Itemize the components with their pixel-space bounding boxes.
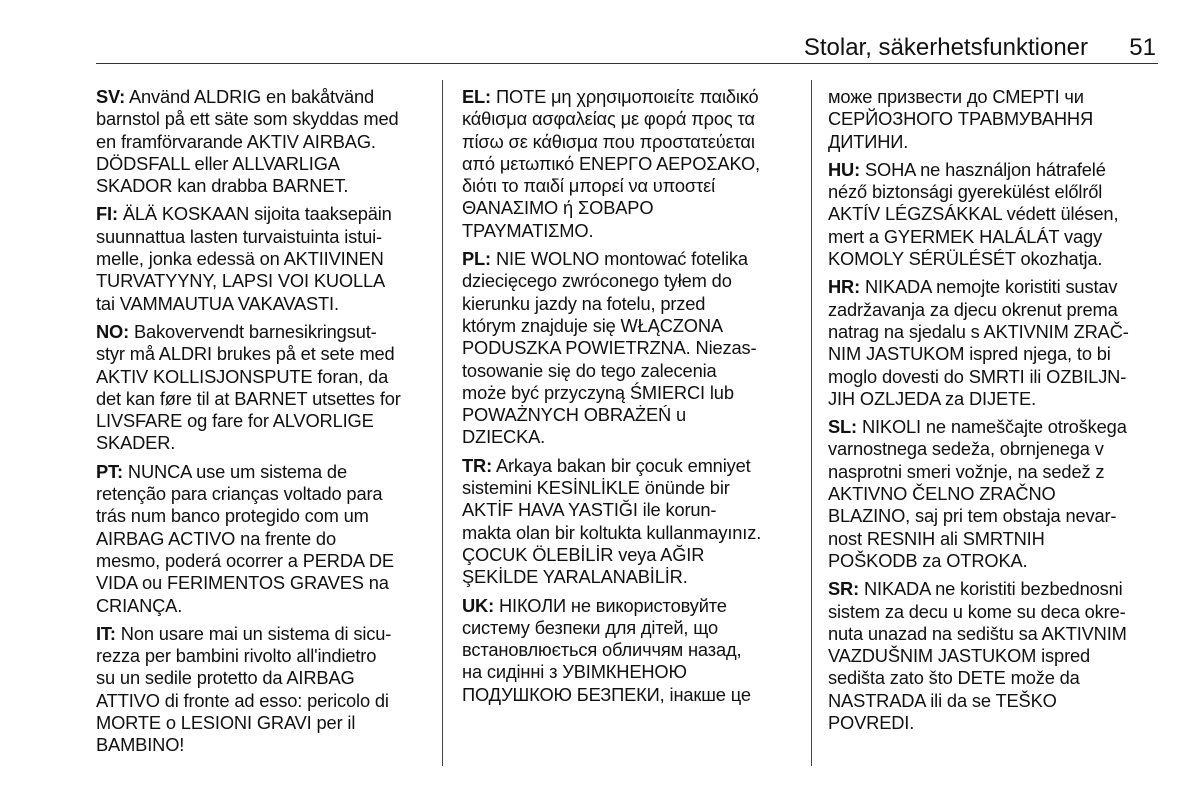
text-line [462, 270, 802, 292]
warning-paragraph [96, 203, 434, 314]
text-line [96, 667, 434, 689]
line-text: zadržavanja za djecu okrenut prema [828, 298, 1118, 320]
text-line [96, 366, 434, 388]
language-code: EL: [462, 86, 491, 107]
text-line [96, 108, 434, 130]
line-text: kierunku jazdy na fotelu, przed [462, 292, 706, 314]
line-text: mert a GYERMEK HALÁLÁT vagy [828, 225, 1102, 247]
language-code: NO: [96, 320, 130, 342]
language-code: SR: [828, 578, 860, 600]
line-text: en framförvarande AKTIV AIRBAG. [96, 130, 376, 152]
text-line [462, 248, 802, 270]
text-line [462, 220, 802, 242]
line-text: rezza per bambini rivolto all'indietro [96, 645, 377, 667]
line-text: POWAŻNYCH OBRAŻEŃ u [462, 404, 686, 426]
line-text: AKTİF HAVA YASTIĞI ile korun- [462, 499, 717, 521]
line-text: AKTÍV LÉGZSÁKKAL védett ülésen, [828, 203, 1119, 225]
line-text: dziecięcego zwróconego tyłem do [462, 270, 732, 292]
text-line [462, 153, 802, 175]
text-line [462, 522, 802, 544]
warning-paragraph [96, 321, 434, 455]
text-line [96, 131, 434, 153]
text-line [462, 382, 802, 404]
text-line [462, 337, 802, 359]
text-line [462, 108, 802, 130]
line-text: SOHA ne használjon hátrafelé [864, 158, 1106, 180]
language-code: HR: [828, 276, 861, 298]
text-line [828, 108, 1164, 130]
text-line [828, 712, 1164, 734]
line-text: CRIANÇA. [96, 594, 183, 616]
line-text: VAZDUŠNIM JASTUKOM ispred [828, 645, 1091, 667]
line-text: НІКОЛИ не використовуйте [498, 594, 727, 616]
text-line [828, 578, 1164, 600]
text-line [828, 299, 1164, 321]
line-text: NIM JASTUKOM ispred njega, to bi [828, 343, 1111, 365]
line-text: на сидінні з УВІМКНЕНОЮ [462, 661, 687, 683]
text-line [828, 343, 1164, 365]
line-text: TURVATYYNY, LAPSI VOI KUOLLA [96, 270, 386, 292]
line-text: NUNCA use um sistema de [127, 460, 347, 482]
warning-paragraph [828, 159, 1164, 270]
line-text: NIKADA ne koristiti bezbednosni [863, 578, 1123, 600]
text-line [462, 455, 802, 477]
text-line [96, 293, 434, 315]
line-text: ŞEKİLDE YARALANABİLİR. [462, 566, 688, 588]
line-text: систему безпеки для дітей, що [462, 616, 718, 638]
text-line [462, 426, 802, 448]
warning-paragraph [828, 276, 1164, 410]
line-text: ΘΑΝΑΣΙΜΟ ή ΣΟΒΑΡΟ [462, 197, 654, 219]
text-line [828, 550, 1164, 572]
line-text: ΠΟΤΕ μη χρησιμοποιείτε παιδικό [495, 86, 759, 107]
text-line [828, 528, 1164, 550]
line-text: BLAZINO, saj pri tem obstaja nevar- [828, 505, 1117, 527]
line-text: barnstol på ett säte som skyddas med [96, 108, 399, 130]
line-text: встановлюється обличчям назад, [462, 639, 742, 661]
language-code: SV: [96, 86, 126, 107]
language-code: IT: [96, 622, 116, 644]
text-line [96, 690, 434, 712]
header-rule [96, 63, 1158, 64]
line-text: KOMOLY SÉRÜLÉSÉT okozhatja. [828, 248, 1103, 270]
text-line [462, 293, 802, 315]
text-line [96, 86, 434, 108]
text-line [828, 159, 1164, 181]
warning-paragraph [96, 86, 434, 197]
text-line [828, 86, 1164, 108]
line-text: AIRBAG ACTIVO na frente do [96, 527, 336, 549]
line-text: може призвести до СМЕРТІ чи [828, 86, 1084, 107]
language-code: HU: [828, 158, 861, 180]
text-line [828, 203, 1164, 225]
text-line [462, 404, 802, 426]
text-line [96, 432, 434, 454]
line-text: mesmo, poderá ocorrer a PERDA DE [96, 549, 394, 571]
language-code: TR: [462, 454, 493, 476]
text-line [828, 131, 1164, 153]
text-line [462, 684, 802, 706]
text-line [828, 645, 1164, 667]
text-line [462, 86, 802, 108]
warning-paragraph [462, 86, 802, 242]
text-line [96, 153, 434, 175]
line-text: ÇOCUK ÖLEBİLİR veya AĞIR [462, 543, 705, 565]
language-code: UK: [462, 594, 495, 616]
line-text: ПОДУШКОЮ БЕЗПЕКИ, інакше це [462, 683, 751, 705]
line-text: sistem za decu u kome su deca okre- [828, 600, 1126, 622]
line-text: VIDA ou FERIMENTOS GRAVES na [96, 572, 389, 594]
text-line [96, 505, 434, 527]
line-text: ΤΡΑΥΜΑΤΙΣΜΟ. [462, 219, 594, 241]
line-text: det kan føre til at BARNET utsettes for [96, 387, 401, 409]
language-code: PL: [462, 248, 491, 270]
text-line [828, 461, 1164, 483]
line-text: SKADER. [96, 432, 176, 454]
text-line [96, 645, 434, 667]
text-line [96, 410, 434, 432]
line-text: POVREDI. [828, 712, 915, 734]
language-code: SL: [828, 416, 857, 438]
line-text: styr må ALDRI brukes på et sete med [96, 343, 395, 365]
text-line [828, 601, 1164, 623]
warning-paragraph [96, 461, 434, 617]
line-text: AKTIVNO ČELNO ZRAČNO [828, 483, 1056, 505]
text-line [828, 388, 1164, 410]
line-text: JIH OZLJEDA za DIJETE. [828, 387, 1036, 409]
text-line [462, 360, 802, 382]
line-text: СЕРЙОЗНОГО ТРАВМУВАННЯ [828, 108, 1094, 130]
text-line [828, 438, 1164, 460]
text-line [462, 131, 802, 153]
text-line [462, 617, 802, 639]
text-line [462, 477, 802, 499]
column-divider [811, 80, 812, 766]
text-line [828, 226, 1164, 248]
line-text: moglo dovesti do SMRTI ili OZBILJN- [828, 365, 1127, 387]
text-line [96, 595, 434, 617]
line-text: Non usare mai un sistema di sicu- [120, 622, 392, 644]
warning-paragraph [828, 578, 1164, 734]
line-text: melle, jonka edessä on AKTIIVINEN [96, 248, 384, 270]
text-line [462, 661, 802, 683]
text-line [828, 181, 1164, 203]
text-line [462, 639, 802, 661]
text-line [828, 483, 1164, 505]
text-line [96, 248, 434, 270]
line-text: tosowanie się do tego zalecenia [462, 359, 717, 381]
language-code: PT: [96, 460, 123, 482]
line-text: suunnattua lasten turvaistuinta istui- [96, 225, 382, 247]
line-text: BAMBINO! [96, 734, 185, 756]
text-line [96, 712, 434, 734]
line-text: Arkaya bakan bir çocuk emniyet [495, 454, 751, 476]
line-text: ATTIVO di fronte ad esso: pericolo di [96, 689, 389, 711]
line-text: néző biztonsági gyerekülést előlről [828, 181, 1103, 203]
text-line [828, 505, 1164, 527]
text-column-3 [828, 86, 1164, 740]
line-text: varnostnega sedeža, obrnjenega v [828, 438, 1104, 460]
text-line [828, 276, 1164, 298]
warning-paragraph [828, 416, 1164, 572]
line-text: natrag na sjedalu s AKTIVNIM ZRAČ- [828, 320, 1129, 342]
line-text: Bakovervendt barnesikringsut- [134, 320, 377, 342]
line-text: makta olan bir koltukta kullanmayınız. [462, 521, 762, 543]
text-line [828, 321, 1164, 343]
warning-paragraph [462, 595, 802, 706]
text-line [96, 343, 434, 365]
text-column-1 [96, 86, 434, 763]
page-number: 51 [1129, 34, 1156, 61]
text-line [96, 321, 434, 343]
text-line [462, 566, 802, 588]
text-line [96, 623, 434, 645]
line-text: retenção para crianças voltado para [96, 483, 383, 505]
text-line [462, 595, 802, 617]
line-text: NIKADA nemojte koristiti sustav [864, 276, 1118, 298]
text-line [96, 175, 434, 197]
line-text: sedišta zato što DETE može da [828, 667, 1080, 689]
line-text: ÄLÄ KOSKAAN sijoita taaksepäin [122, 203, 392, 225]
line-text: MORTE o LESIONI GRAVI per il [96, 712, 356, 734]
text-line [96, 270, 434, 292]
line-text: NIKOLI ne nameščajte otroškega [861, 416, 1127, 438]
text-line [462, 197, 802, 219]
line-text: AKTIV KOLLISJONSPUTE foran, da [96, 365, 389, 387]
text-line [828, 248, 1164, 270]
line-text: διότι το παιδί μπορεί να υποστεί [462, 175, 715, 197]
line-text: nasprotni smeri vožnje, na sedež z [828, 460, 1105, 482]
warning-paragraph [828, 86, 1164, 153]
page-header [96, 30, 1158, 64]
line-text: sistemini KESİNLİKLE önünde bir [462, 477, 730, 499]
language-code: FI: [96, 203, 118, 225]
line-text: trás num banco protegido com um [96, 505, 369, 527]
line-text: κάθισμα ασφαλείας με φορά προς τα [462, 108, 755, 130]
text-line [96, 203, 434, 225]
text-line [828, 366, 1164, 388]
line-text: πίσω σε κάθισμα που προστατεύεται [462, 130, 755, 152]
warning-paragraph [462, 455, 802, 589]
line-text: ДИТИНИ. [828, 130, 909, 152]
warning-paragraph [96, 623, 434, 757]
text-line [828, 690, 1164, 712]
text-line [96, 226, 434, 248]
line-text: Använd ALDRIG en bakåtvänd [128, 86, 375, 107]
line-text: POŠKODB za OTROKA. [828, 549, 1028, 571]
line-text: którym znajduje się WŁĄCZONA [462, 314, 723, 336]
line-text: su un sedile protetto da AIRBAG [96, 667, 355, 689]
warning-paragraph [462, 248, 802, 449]
line-text: LIVSFARE og fare for ALVORLIGE [96, 410, 374, 432]
text-line [462, 175, 802, 197]
text-line [96, 461, 434, 483]
text-line [828, 667, 1164, 689]
text-line [96, 550, 434, 572]
line-text: tai VAMMAUTUA VAKAVASTI. [96, 292, 339, 314]
text-line [462, 315, 802, 337]
text-line [96, 528, 434, 550]
line-text: NASTRADA ili da se TEŠKO [828, 689, 1057, 711]
line-text: nuta unazad na sedištu sa AKTIVNIM [828, 622, 1127, 644]
line-text: από μετωπικό ΕΝΕΡΓΟ ΑΕΡΟΣΑΚΟ, [462, 152, 760, 174]
line-text: SKADOR kan drabba BARNET. [96, 175, 349, 197]
text-line [828, 416, 1164, 438]
line-text: PODUSZKA POWIETRZNA. Niezas- [462, 337, 757, 359]
text-line [462, 544, 802, 566]
line-text: nost RESNIH ali SMRTNIH [828, 527, 1045, 549]
line-text: DÖDSFALL eller ALLVARLIGA [96, 152, 340, 174]
text-column-2 [462, 86, 802, 712]
column-divider [442, 80, 443, 766]
text-line [462, 499, 802, 521]
text-line [96, 734, 434, 756]
line-text: może być przyczyną ŚMIERCI lub [462, 381, 734, 403]
text-line [96, 388, 434, 410]
text-line [96, 483, 434, 505]
line-text: DZIECKA. [462, 426, 546, 448]
text-line [828, 623, 1164, 645]
text-line [96, 572, 434, 594]
page-title: Stolar, säkerhetsfunktioner [803, 34, 1088, 61]
line-text: NIE WOLNO montować fotelika [495, 248, 748, 270]
